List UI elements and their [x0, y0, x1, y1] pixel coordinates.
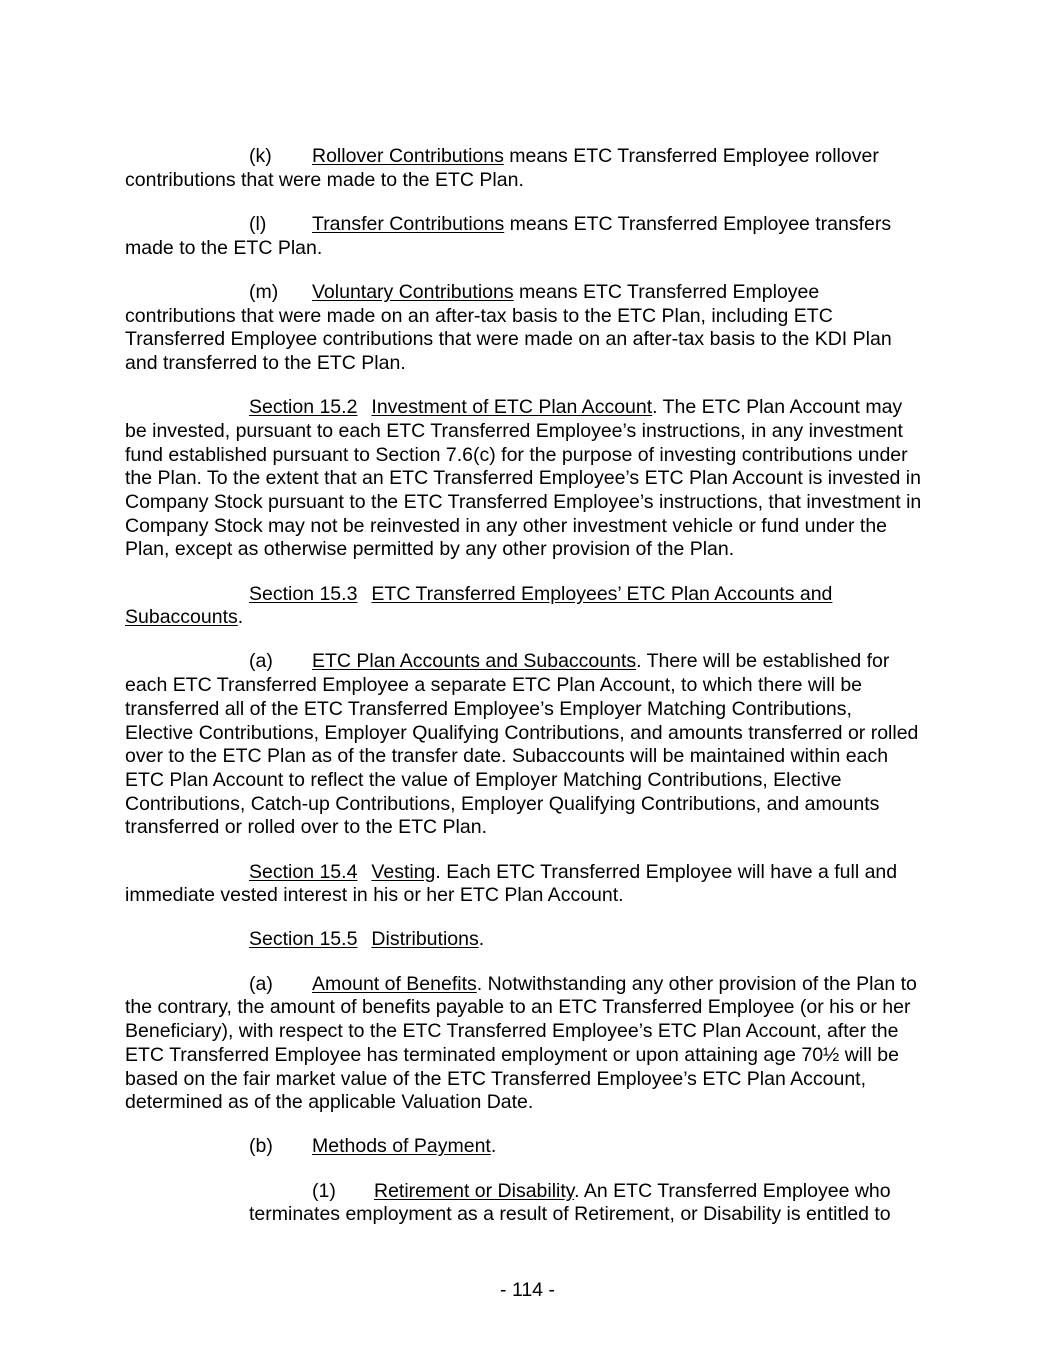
section-number: Section 15.4: [249, 860, 358, 883]
section-title: Distributions: [371, 928, 479, 951]
section-15-5-a: [125, 973, 925, 1115]
section-title: Investment of ETC Plan Account: [371, 396, 653, 419]
paragraph-text: . An ETC Transferred Employee who terminates employment as a result of Retirement, or Disability is entitled to: [249, 1179, 891, 1226]
section-number: Section 15.2: [249, 396, 358, 419]
paragraph-text: .: [478, 928, 485, 951]
paragraph-text: means ETC Transferred Employee contributions that were made on an after-tax basis to the ETC Plan, including ETC Transferred Employee contributions that were made on an after-tax basis to the KDI Plan and transferred to the ETC Plan.: [125, 280, 892, 374]
paragraph-text: . There will be established for each ETC Transferred Employee a separate ETC Plan Account, to which there will be transferred all of the ETC Transferred Employee’s Employer Matching Contributions, Elective Contributions, Employer Qualifying Contributions, and amounts transferred or rolled over to the ETC Plan as of the transfer date. Subaccounts will be maintained within each ETC Plan Account to reflect the value of Employer Matching Contributions, Elective Contributions, Catch-up Contributions, Employer Qualifying Contributions, and amounts transferred or rolled over to the ETC Plan.: [125, 650, 919, 839]
paragraph-label: (m): [249, 280, 279, 303]
defined-term: Methods of Payment: [312, 1135, 491, 1158]
section-15-5-b: [125, 1135, 925, 1159]
section-15-5: [125, 928, 925, 952]
paragraph-label: (a): [249, 650, 273, 673]
paragraph-text: . Each ETC Transferred Employee will have a full and immediate vested interest in his or her ETC Plan Account.: [125, 860, 898, 907]
section-15-2: [125, 396, 925, 562]
section-title: ETC Transferred Employees’ ETC Plan Accounts and Subaccounts: [125, 582, 833, 629]
page-number: - 114 -: [500, 1279, 555, 1301]
paragraph-label: (k): [249, 145, 272, 167]
paragraph-label: (a): [249, 972, 273, 995]
section-15-5-b-1: [125, 1180, 925, 1227]
paragraph-l: [125, 213, 925, 260]
section-15-3: [125, 583, 925, 630]
section-15-4: [125, 861, 925, 908]
paragraph-text: means ETC Transferred Employee transfers made to the ETC Plan.: [125, 212, 892, 259]
section-number: Section 15.3: [249, 582, 358, 605]
defined-term: Retirement or Disability: [374, 1179, 575, 1202]
paragraph-label: (l): [249, 212, 267, 235]
defined-term: Rollover Contributions: [312, 145, 504, 167]
defined-term: Amount of Benefits: [312, 972, 477, 995]
paragraph-label: (1): [312, 1179, 336, 1202]
defined-term: ETC Plan Accounts and Subaccounts: [312, 650, 637, 673]
paragraph-text: . Notwithstanding any other provision of the Plan to the contrary, the amount of benefits payable to an ETC Transferred Employee (or his or her Beneficiary), with respect to the ETC Transferred Employee’s ETC Plan Account, after the ETC Transferred Employee has terminated employment or upon attaining age 70½ will be based on the fair market value of the ETC Transferred Employee’s ETC Plan Account, determined as of the applicable Valuation Date.: [125, 972, 917, 1114]
paragraph-text: .: [237, 606, 244, 629]
paragraph-text: means ETC Transferred Employee rollover contributions that were made to the ETC Plan.: [125, 145, 879, 191]
section-number: Section 15.5: [249, 928, 358, 951]
section-title: Vesting: [371, 860, 436, 883]
paragraph-label: (b): [249, 1135, 273, 1158]
paragraph-text: . The ETC Plan Account may be invested, pursuant to each ETC Transferred Employee’s instructions, in any investment fund established pursuant to Section 7.6(c) for the purpose of investing contributions under the Plan. To the extent that an ETC Transferred Employee’s ETC Plan Account is invested in Company Stock pursuant to the ETC Transferred Employee’s instructions, that investment in Company Stock may not be reinvested in any other investment vehicle or fund under the Plan, except as otherwise permitted by any other provision of the Plan.: [125, 396, 922, 561]
document-page: [125, 145, 925, 1248]
defined-term: Voluntary Contributions: [312, 280, 514, 303]
section-15-3-a: [125, 650, 925, 840]
defined-term: Transfer Contributions: [312, 212, 505, 235]
paragraph-m: [125, 281, 925, 376]
paragraph-text: .: [490, 1135, 497, 1158]
paragraph-k: [125, 145, 925, 192]
